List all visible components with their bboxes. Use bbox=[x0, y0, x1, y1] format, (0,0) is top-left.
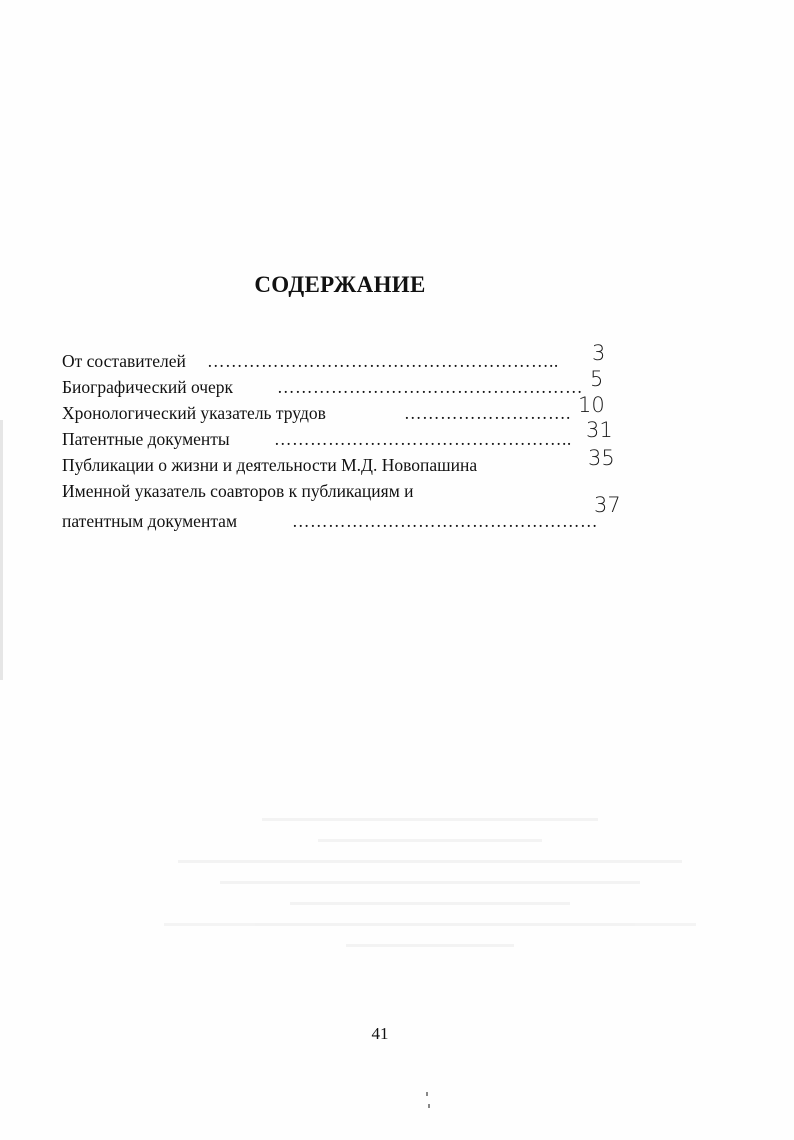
toc-leader-dots: ………………………………………………….. bbox=[207, 351, 559, 371]
toc-page-number: 10 bbox=[578, 393, 605, 417]
toc-page-number: 3 bbox=[592, 341, 606, 365]
toc-entry bbox=[62, 393, 622, 426]
toc-page-number: 35 bbox=[588, 446, 615, 470]
toc-page-number: 37 bbox=[594, 493, 621, 517]
toc-entry-text: От составителей bbox=[62, 351, 186, 371]
toc-leader-dots: …………………………………………… bbox=[277, 377, 583, 397]
toc-entry-text-continued: патентным документам bbox=[62, 511, 238, 531]
toc-entry bbox=[62, 446, 622, 478]
toc-entry bbox=[62, 367, 622, 400]
toc-entry bbox=[62, 418, 622, 452]
toc-entry bbox=[62, 341, 622, 374]
toc-entry-text: Именной указатель соавторов к публикациям и bbox=[62, 481, 414, 501]
page-number: 41 bbox=[371, 1024, 389, 1043]
toc-leader-dots: ………………………………………….. bbox=[274, 429, 572, 449]
scan-speck bbox=[428, 1104, 430, 1108]
toc-entry-text: Хронологический указатель трудов bbox=[62, 403, 326, 423]
toc-entry-text: Биографический очерк bbox=[62, 377, 234, 397]
table-of-contents bbox=[62, 341, 622, 534]
bleed-through-text bbox=[150, 800, 710, 980]
scan-speck bbox=[426, 1092, 428, 1096]
toc-leader-dots: ………………………. bbox=[404, 403, 571, 423]
toc-page-number: 5 bbox=[590, 367, 604, 391]
toc-entry bbox=[62, 478, 622, 534]
toc-entry-text: Патентные документы bbox=[62, 429, 230, 449]
page-title: СОДЕРЖАНИЕ bbox=[254, 272, 426, 297]
toc-entry-text: Публикации о жизни и деятельности М.Д. Новопашина bbox=[62, 455, 478, 475]
toc-page-number: 31 bbox=[586, 418, 613, 442]
toc-leader-dots: …………………………………………… bbox=[292, 511, 598, 531]
scan-edge-shadow bbox=[0, 420, 3, 680]
